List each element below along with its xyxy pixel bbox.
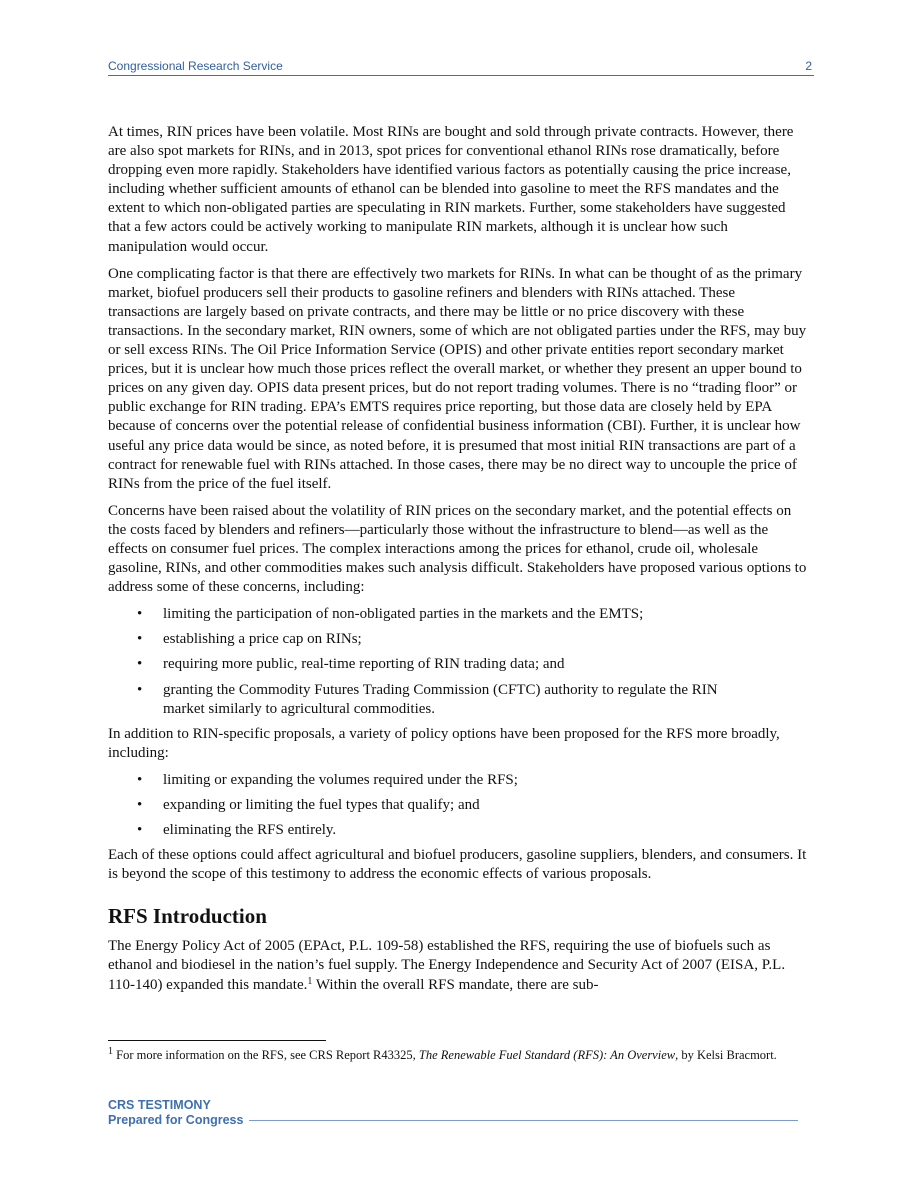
paragraph-rin-volatility: At times, RIN prices have been volatile. Most RINs are bought and sold through private contracts. However, there are also spot markets for RINs, and in 2013, spot prices for conventional ethanol RINs rose dramatically, before dropping even more rapidly. Stakeholders have identified various factors as potentially causing the price increase, including whether sufficient amounts of ethanol can be blended into gasoline to meet the RFS mandates and the extent to which non-obligated parties are speculating in RIN markets. Further, some stakeholders have suggested that a few actors could be actively working to manipulate RIN markets, although it is unclear how such manipulation would occur.	[108, 124, 794, 255]
list-item: • limiting or expanding the volumes required under the RFS;	[108, 771, 808, 790]
footer-line1: CRS TESTIMONY	[108, 1098, 211, 1112]
paragraph-rfs-intro: The Energy Policy Act of 2005 (EPAct, P.L. 109-58) established the RFS, requiring the use of biofuels such as ethanol and biodiesel in the nation’s fuel supply. The Energy Independence and Security Act of 2007 (EISA, P.L. 110-140) expanded this mandate.$^1$ Within the overall RFS mandate, there are sub-	[108, 938, 786, 993]
footer-line2: Prepared for Congress	[108, 1113, 244, 1127]
list-item: • expanding or limiting the fuel types that qualify; and	[108, 796, 808, 815]
rin-options-list	[108, 605, 808, 718]
list-item: • limiting the participation of non-obligated parties in the markets and the EMTS;	[108, 605, 808, 624]
footnote-divider	[108, 1040, 326, 1041]
list-item: • eliminating the RFS entirely.	[108, 821, 808, 840]
page-number: 2	[805, 59, 812, 73]
section-heading: RFS Introduction	[108, 904, 267, 929]
bullet-icon: •	[137, 656, 143, 673]
footer-divider	[249, 1120, 798, 1121]
footer-branding	[108, 1098, 798, 1128]
footnote-reference[interactable]: 1	[307, 975, 313, 987]
paragraph-scope: Each of these options could affect agricultural and biofuel producers, gasoline suppliers, blenders, and consumers. It is beyond the scope of this testimony to address the economic effects of various proposals.	[108, 847, 807, 883]
bullet-icon: •	[137, 631, 143, 648]
body-content	[108, 123, 808, 1003]
footnote-marker: 1	[108, 1046, 113, 1057]
footnote: $^1$ For more information on the RFS, see CRS Report R43325, The Renewable Fuel Standard (RFS): An Overview, by Kelsi Bracmort.	[108, 1046, 777, 1062]
list-item: • granting the Commodity Futures Trading Commission (CFTC) authority to regulate the RIN market similarly to agricultural commodities.	[137, 681, 718, 717]
rfs-options-list	[108, 771, 808, 840]
header-org: Congressional Research Service	[108, 59, 283, 73]
list-item: • requiring more public, real-time reporting of RIN trading data; and	[108, 655, 808, 674]
bullet-icon: •	[137, 822, 143, 839]
list-item: • establishing a price cap on RINs;	[108, 630, 808, 649]
bullet-icon: •	[137, 771, 143, 788]
paragraph-two-markets: One complicating factor is that there are effectively two markets for RINs. In what can be thought of as the primary market, biofuel producers sell their products to gasoline refiners and blenders with RINs attached. These transactions are largely based on private contracts, and there may be little or no price discovery with these transactions. In the secondary market, RIN owners, some of which are not obligated parties under the RFS, may buy or sell excess RINs. The Oil Price Information Service (OPIS) and other private entities report secondary market prices, but it is unclear how much those prices reflect the overall market, or whether they present an upper bound to prices on any given day. OPIS data present prices, but do not report trading volumes. There is no “trading floor” or public exchange for RIN trading. EPA’s EMTS requires price reporting, but those data are closely held by EPA because of concerns over the potential release of confidential business information (CBI). Further, it is unclear how useful any price data would be since, as noted before, it is presumed that most initial RIN transactions are part of a contract for renewable fuel with RINs attached. In those cases, there may be no direct way to uncouple the price of RINs from the price of the fuel itself.	[108, 265, 807, 492]
footnote-report-title: The Renewable Fuel Standard (RFS): An Overview	[418, 1048, 676, 1062]
bullet-icon: •	[137, 681, 143, 698]
bullet-icon: •	[137, 606, 143, 623]
bullet-icon: •	[137, 797, 143, 813]
running-header	[108, 58, 814, 76]
paragraph-policy-options: In addition to RIN-specific proposals, a variety of policy options have been proposed for the RFS more broadly, including:	[108, 725, 780, 761]
paragraph-concerns: Concerns have been raised about the volatility of RIN prices on the secondary market, and the potential effects on the costs faced by blenders and refiners—particularly those without the infrastructure to blend—as well as the effects on consumer fuel prices. The complex interactions among the prices for ethanol, crude oil, wholesale gasoline, RINs, and other commodities makes such analysis difficult. Stakeholders have proposed various options to address some of these concerns, including:	[108, 502, 807, 596]
